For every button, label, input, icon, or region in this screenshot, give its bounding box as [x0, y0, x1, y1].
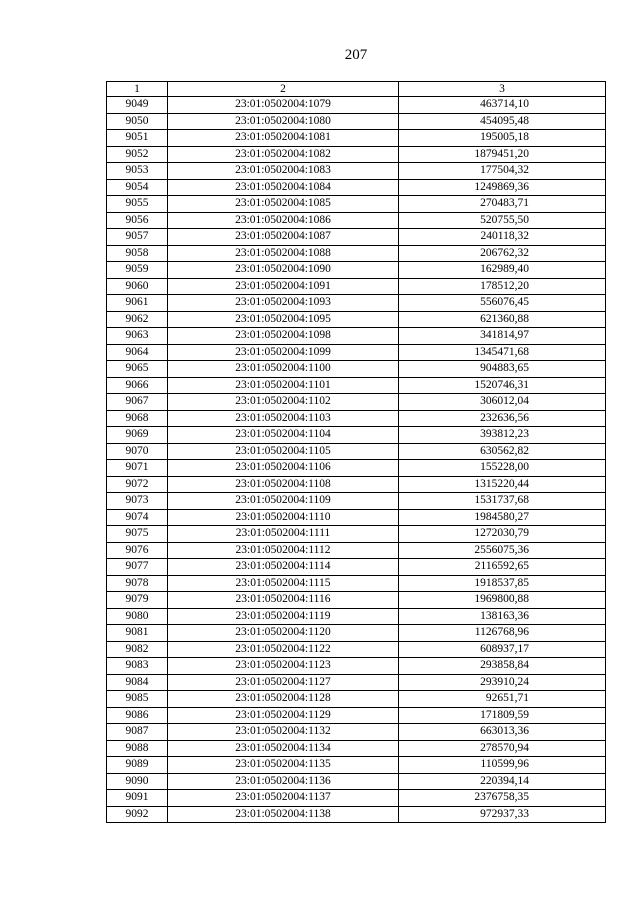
row-number-cell: 9050	[107, 113, 168, 130]
row-number-cell: 9056	[107, 212, 168, 229]
cadastral-number-cell: 23:01:0502004:1088	[168, 245, 399, 262]
row-number-cell: 9079	[107, 592, 168, 609]
table-row	[107, 509, 606, 526]
table-row	[107, 163, 606, 180]
cadastral-number-cell: 23:01:0502004:1081	[168, 130, 399, 147]
table-row	[107, 130, 606, 147]
table-row	[107, 707, 606, 724]
cadastral-number-cell: 23:01:0502004:1132	[168, 724, 399, 741]
cadastral-number-cell: 23:01:0502004:1106	[168, 460, 399, 477]
cadastral-number-cell: 23:01:0502004:1137	[168, 790, 399, 807]
row-number-cell: 9061	[107, 295, 168, 312]
cadastral-value-cell: 92651,71	[399, 691, 606, 708]
cadastral-value-cell: 1249869,36	[399, 179, 606, 196]
cadastral-number-cell: 23:01:0502004:1091	[168, 278, 399, 295]
row-number-cell: 9073	[107, 493, 168, 510]
table-row	[107, 377, 606, 394]
cadastral-number-cell: 23:01:0502004:1129	[168, 707, 399, 724]
row-number-cell: 9065	[107, 361, 168, 378]
table-row	[107, 97, 606, 114]
table-row	[107, 641, 606, 658]
row-number-cell: 9066	[107, 377, 168, 394]
cadastral-value-cell: 904883,65	[399, 361, 606, 378]
row-number-cell: 9067	[107, 394, 168, 411]
row-number-cell: 9069	[107, 427, 168, 444]
cadastral-value-cell: 972937,33	[399, 806, 606, 823]
cadastral-value-cell: 1531737,68	[399, 493, 606, 510]
table-row	[107, 410, 606, 427]
table-row	[107, 806, 606, 823]
cadastral-value-cell: 232636,56	[399, 410, 606, 427]
table-row	[107, 427, 606, 444]
cadastral-number-cell: 23:01:0502004:1123	[168, 658, 399, 675]
cadastral-number-cell: 23:01:0502004:1114	[168, 559, 399, 576]
cadastral-value-cell: 178512,20	[399, 278, 606, 295]
cadastral-number-cell: 23:01:0502004:1099	[168, 344, 399, 361]
table-row	[107, 443, 606, 460]
table-row	[107, 625, 606, 642]
row-number-cell: 9076	[107, 542, 168, 559]
cadastral-value-cell: 293858,84	[399, 658, 606, 675]
cadastral-value-table	[106, 81, 606, 823]
cadastral-number-cell: 23:01:0502004:1101	[168, 377, 399, 394]
cadastral-value-cell: 608937,17	[399, 641, 606, 658]
row-number-cell: 9082	[107, 641, 168, 658]
cadastral-value-cell: 155228,00	[399, 460, 606, 477]
row-number-cell: 9071	[107, 460, 168, 477]
table-row	[107, 212, 606, 229]
row-number-cell: 9083	[107, 658, 168, 675]
row-number-cell: 9087	[107, 724, 168, 741]
cadastral-value-cell: 2116592,65	[399, 559, 606, 576]
cadastral-number-cell: 23:01:0502004:1135	[168, 757, 399, 774]
table-row	[107, 740, 606, 757]
cadastral-number-cell: 23:01:0502004:1079	[168, 97, 399, 114]
table-header-row	[107, 82, 606, 97]
row-number-cell: 9084	[107, 674, 168, 691]
cadastral-number-cell: 23:01:0502004:1103	[168, 410, 399, 427]
table-row	[107, 344, 606, 361]
table-row	[107, 196, 606, 213]
cadastral-number-cell: 23:01:0502004:1100	[168, 361, 399, 378]
table-row	[107, 691, 606, 708]
table-row	[107, 559, 606, 576]
cadastral-number-cell: 23:01:0502004:1120	[168, 625, 399, 642]
row-number-cell: 9057	[107, 229, 168, 246]
row-number-cell: 9054	[107, 179, 168, 196]
row-number-cell: 9058	[107, 245, 168, 262]
table-row	[107, 526, 606, 543]
cadastral-number-cell: 23:01:0502004:1105	[168, 443, 399, 460]
cadastral-value-cell: 1879451,20	[399, 146, 606, 163]
cadastral-value-cell: 220394,14	[399, 773, 606, 790]
row-number-cell: 9090	[107, 773, 168, 790]
row-number-cell: 9085	[107, 691, 168, 708]
table-row	[107, 542, 606, 559]
cadastral-value-cell: 621360,88	[399, 311, 606, 328]
cadastral-value-cell: 663013,36	[399, 724, 606, 741]
table-row	[107, 608, 606, 625]
cadastral-number-cell: 23:01:0502004:1090	[168, 262, 399, 279]
table-row	[107, 493, 606, 510]
cadastral-number-cell: 23:01:0502004:1136	[168, 773, 399, 790]
cadastral-value-cell: 1520746,31	[399, 377, 606, 394]
cadastral-number-cell: 23:01:0502004:1119	[168, 608, 399, 625]
cadastral-number-cell: 23:01:0502004:1134	[168, 740, 399, 757]
table-row	[107, 394, 606, 411]
row-number-cell: 9055	[107, 196, 168, 213]
row-number-cell: 9070	[107, 443, 168, 460]
table-row	[107, 724, 606, 741]
cadastral-value-cell: 1345471,68	[399, 344, 606, 361]
cadastral-number-cell: 23:01:0502004:1098	[168, 328, 399, 345]
cadastral-number-cell: 23:01:0502004:1102	[168, 394, 399, 411]
cadastral-value-cell: 138163,36	[399, 608, 606, 625]
cadastral-number-cell: 23:01:0502004:1093	[168, 295, 399, 312]
cadastral-number-cell: 23:01:0502004:1104	[168, 427, 399, 444]
table-row	[107, 295, 606, 312]
cadastral-value-cell: 556076,45	[399, 295, 606, 312]
table-body	[107, 82, 606, 823]
table-row	[107, 278, 606, 295]
row-number-cell: 9075	[107, 526, 168, 543]
row-number-cell: 9078	[107, 575, 168, 592]
cadastral-value-cell: 1315220,44	[399, 476, 606, 493]
cadastral-value-cell: 2376758,35	[399, 790, 606, 807]
cadastral-number-cell: 23:01:0502004:1138	[168, 806, 399, 823]
cadastral-value-cell: 1126768,96	[399, 625, 606, 642]
row-number-cell: 9092	[107, 806, 168, 823]
page-number: 207	[344, 47, 368, 63]
cadastral-value-cell: 171809,59	[399, 707, 606, 724]
cadastral-number-cell: 23:01:0502004:1115	[168, 575, 399, 592]
cadastral-value-cell: 1272030,79	[399, 526, 606, 543]
cadastral-number-cell: 23:01:0502004:1080	[168, 113, 399, 130]
table-row	[107, 146, 606, 163]
cadastral-value-cell: 463714,10	[399, 97, 606, 114]
row-number-cell: 9060	[107, 278, 168, 295]
cadastral-value-cell: 520755,50	[399, 212, 606, 229]
row-number-cell: 9080	[107, 608, 168, 625]
column-header-3: 3	[399, 82, 606, 97]
cadastral-number-cell: 23:01:0502004:1086	[168, 212, 399, 229]
cadastral-number-cell: 23:01:0502004:1122	[168, 641, 399, 658]
table-row	[107, 328, 606, 345]
cadastral-number-cell: 23:01:0502004:1083	[168, 163, 399, 180]
cadastral-number-cell: 23:01:0502004:1111	[168, 526, 399, 543]
row-number-cell: 9051	[107, 130, 168, 147]
row-number-cell: 9068	[107, 410, 168, 427]
column-header-1: 1	[107, 82, 168, 97]
row-number-cell: 9089	[107, 757, 168, 774]
row-number-cell: 9088	[107, 740, 168, 757]
cadastral-value-cell: 206762,32	[399, 245, 606, 262]
row-number-cell: 9062	[107, 311, 168, 328]
cadastral-value-cell: 630562,82	[399, 443, 606, 460]
cadastral-value-cell: 293910,24	[399, 674, 606, 691]
table-row	[107, 460, 606, 477]
cadastral-value-cell: 2556075,36	[399, 542, 606, 559]
row-number-cell: 9064	[107, 344, 168, 361]
row-number-cell: 9074	[107, 509, 168, 526]
cadastral-number-cell: 23:01:0502004:1095	[168, 311, 399, 328]
cadastral-value-cell: 1918537,85	[399, 575, 606, 592]
table-row	[107, 674, 606, 691]
table-row	[107, 262, 606, 279]
cadastral-value-cell: 1984580,27	[399, 509, 606, 526]
cadastral-number-cell: 23:01:0502004:1085	[168, 196, 399, 213]
cadastral-number-cell: 23:01:0502004:1112	[168, 542, 399, 559]
row-number-cell: 9086	[107, 707, 168, 724]
table-row	[107, 245, 606, 262]
cadastral-value-cell: 110599,96	[399, 757, 606, 774]
cadastral-number-cell: 23:01:0502004:1110	[168, 509, 399, 526]
table-row	[107, 113, 606, 130]
cadastral-number-cell: 23:01:0502004:1082	[168, 146, 399, 163]
table-row	[107, 575, 606, 592]
row-number-cell: 9053	[107, 163, 168, 180]
table-row	[107, 361, 606, 378]
table-row	[107, 476, 606, 493]
cadastral-number-cell: 23:01:0502004:1109	[168, 493, 399, 510]
cadastral-number-cell: 23:01:0502004:1128	[168, 691, 399, 708]
row-number-cell: 9049	[107, 97, 168, 114]
table-row	[107, 757, 606, 774]
cadastral-value-cell: 195005,18	[399, 130, 606, 147]
table-row	[107, 658, 606, 675]
cadastral-value-cell: 306012,04	[399, 394, 606, 411]
table-row	[107, 790, 606, 807]
cadastral-number-cell: 23:01:0502004:1108	[168, 476, 399, 493]
cadastral-number-cell: 23:01:0502004:1127	[168, 674, 399, 691]
cadastral-value-cell: 341814,97	[399, 328, 606, 345]
table-row	[107, 179, 606, 196]
table-row	[107, 592, 606, 609]
table-row	[107, 229, 606, 246]
cadastral-number-cell: 23:01:0502004:1087	[168, 229, 399, 246]
row-number-cell: 9063	[107, 328, 168, 345]
cadastral-value-cell: 162989,40	[399, 262, 606, 279]
table-row	[107, 311, 606, 328]
cadastral-value-cell: 278570,94	[399, 740, 606, 757]
cadastral-value-cell: 270483,71	[399, 196, 606, 213]
cadastral-number-cell: 23:01:0502004:1116	[168, 592, 399, 609]
cadastral-number-cell: 23:01:0502004:1084	[168, 179, 399, 196]
cadastral-value-cell: 1969800,88	[399, 592, 606, 609]
row-number-cell: 9091	[107, 790, 168, 807]
row-number-cell: 9081	[107, 625, 168, 642]
row-number-cell: 9072	[107, 476, 168, 493]
cadastral-value-cell: 454095,48	[399, 113, 606, 130]
cadastral-value-cell: 177504,32	[399, 163, 606, 180]
row-number-cell: 9077	[107, 559, 168, 576]
column-header-2: 2	[168, 82, 399, 97]
table-row	[107, 773, 606, 790]
row-number-cell: 9052	[107, 146, 168, 163]
cadastral-value-cell: 393812,23	[399, 427, 606, 444]
cadastral-value-cell: 240118,32	[399, 229, 606, 246]
row-number-cell: 9059	[107, 262, 168, 279]
